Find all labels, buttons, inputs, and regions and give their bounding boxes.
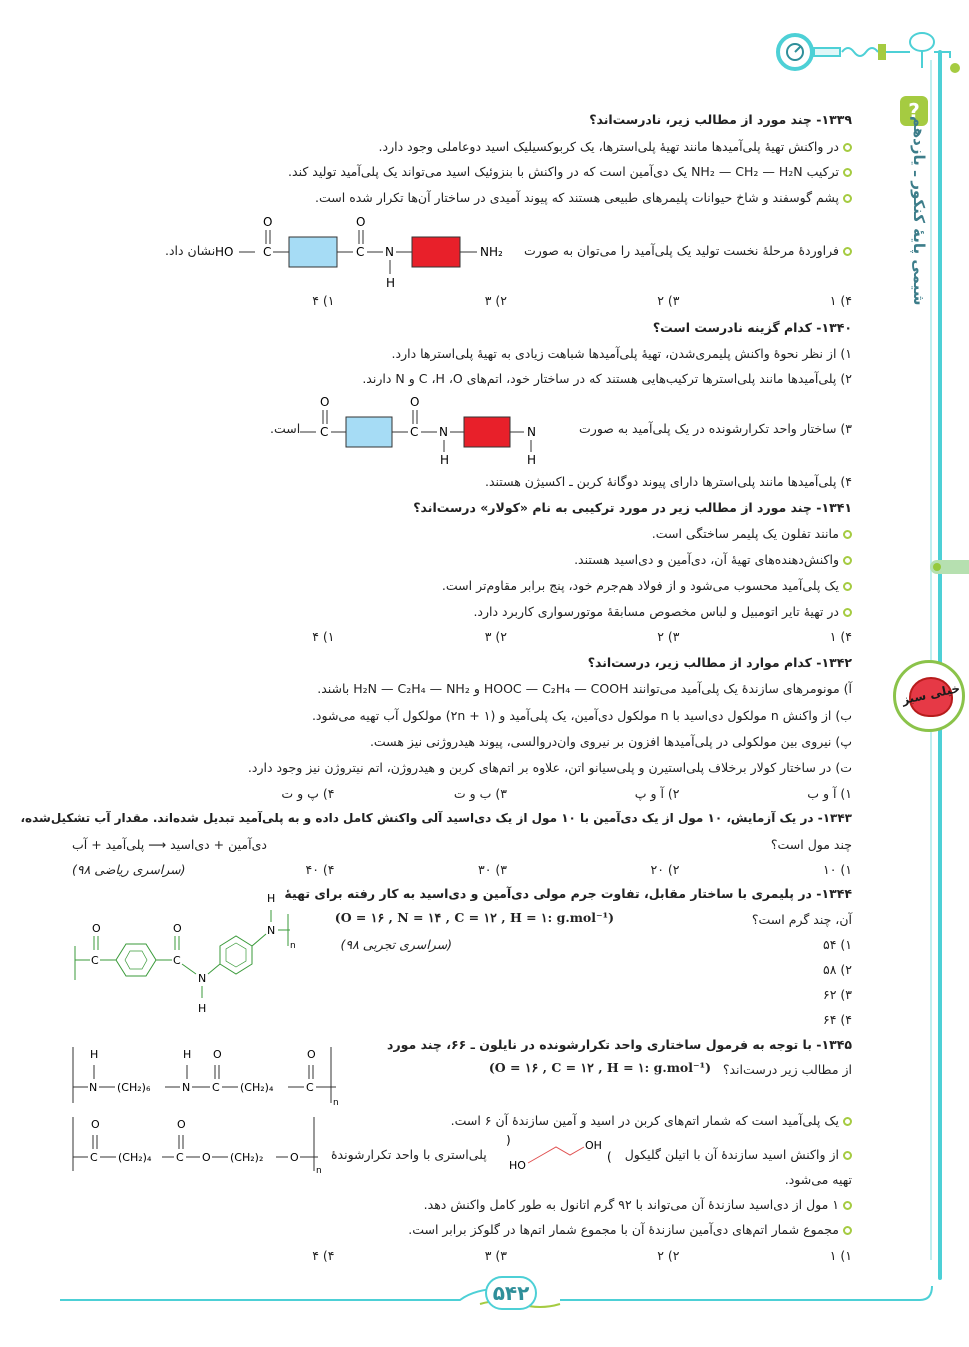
- bullet-icon: [843, 582, 852, 591]
- chem-n-label: N: [198, 972, 207, 985]
- q1339-title: ۱۳۳۹- چند مورد از مطالب زیر، نادرست‌اند؟: [589, 112, 852, 127]
- chem-n-label: N: [89, 1081, 98, 1094]
- q1341-item-2: [574, 552, 852, 567]
- q1345-options: [162, 1248, 852, 1263]
- q1344-option-1[interactable]: ۱) ۵۴: [822, 937, 852, 952]
- q1340-option-1[interactable]: ۱) از نظر نحوهٔ واکنش پلیمری‌شدن، تهیهٔ پلی‌آمیدها شباهت زیادی به تهیهٔ پلی‌استرها دارد.: [391, 346, 852, 361]
- q1342-option-3[interactable]: ۳) ب و ت: [453, 786, 507, 801]
- q1339-item-4: [524, 243, 852, 258]
- q1345-item-2-text: از واکنش اسید سازندهٔ آن با اتیلن گلیکول: [624, 1147, 839, 1162]
- q1342-item-p: پ) نیروی بین مولکولی در پلی‌آمیدها افزون بر نیروی وان‌دروالسی، پیوند هیدروژنی نیز هست.: [369, 734, 852, 749]
- chem-c-label: C: [356, 245, 365, 259]
- q1344-source: (سراسری تجربی ۹۸): [340, 937, 452, 952]
- q1339-option-4[interactable]: ۱) ۴: [312, 293, 335, 308]
- chem-c-label: C: [90, 1151, 98, 1164]
- chem-c-label: C: [176, 1151, 184, 1164]
- chem-n-subscript: n: [290, 941, 296, 951]
- q1344-title: ۱۳۴۴- در پلیمری با ساختار مقابل، تفاوت جرم مولی دی‌آمین و دی‌اسید به کار رفته برای تهیهٔ: [284, 886, 852, 901]
- q1345-item-1: [451, 1113, 852, 1128]
- chem-h-label: H: [386, 276, 396, 290]
- q1341-option-2[interactable]: ۳) ۲: [657, 629, 680, 644]
- chem-h-label: H: [198, 1002, 207, 1015]
- chem-n-label: N: [439, 425, 448, 439]
- q1340-option-4[interactable]: ۴) پلی‌آمیدها مانند پلی‌استرها دارای پیوند دوگانهٔ کربن ـ اکسیژن هستند.: [484, 474, 852, 489]
- q1341-item-2-text: واکنش‌دهنده‌های تهیهٔ آن، دی‌آمین و دی‌اسید هستند.: [574, 552, 839, 567]
- chem-c-label: C: [320, 425, 329, 439]
- ethylene-glycol-structure: [506, 1135, 614, 1173]
- q1342-option-4[interactable]: ۴) پ و ت: [281, 786, 335, 801]
- q1340-option-3-end: است.: [270, 421, 301, 436]
- bullet-icon: [843, 168, 852, 177]
- bullet-icon: [843, 530, 852, 539]
- q1341-item-3-text: یک پلی‌آمید محسوب می‌شود و از فولاد هم‌جرم خود، پنج برابر مقاوم‌تر است.: [441, 578, 839, 593]
- chem-n-subscript: n: [316, 1166, 322, 1175]
- q1339-item-4-end: نشان داد.: [165, 243, 216, 258]
- chem-o-label: O: [202, 1151, 211, 1164]
- bullet-icon: [843, 556, 852, 565]
- q1342-item-t: ت) در ساختار کولار برخلاف پلی‌استیرن و پلی‌سیانو اتن، علاوه بر اتم‌های کربن و هیدروژن، اتم نیتروژن نیز وجود دارد.: [247, 760, 852, 775]
- q1345-title: ۱۳۴۵- با توجه به فرمول ساختاری واحد تکرارشونده در نایلون ـ ۶۶، چند مورد: [387, 1037, 852, 1052]
- q1345-option-2[interactable]: ۲) ۲: [657, 1248, 680, 1263]
- chem-ch2-4-label: (CH₂)₄: [118, 1151, 152, 1164]
- chem-ho-label: HO: [215, 245, 234, 259]
- q1344-option-3[interactable]: ۳) ۶۲: [822, 987, 852, 1002]
- chem-c-label: C: [91, 954, 99, 967]
- q1345-item-4-text: مجموع شمار اتم‌های دی‌آمین سازندهٔ آن با مجموع شمار اتم‌ها در گلوکز برابر است.: [408, 1222, 839, 1237]
- chem-ch2-4-label: (CH₂)₄: [240, 1081, 274, 1094]
- bullet-icon: [843, 247, 852, 256]
- q1341-item-4: [473, 604, 852, 619]
- bullet-icon: [843, 1226, 852, 1235]
- diacid-block: [289, 237, 337, 267]
- q1341-item-4-text: در تهیهٔ تایر اتومبیل و لباس مخصوص مسابقهٔ موتورسواری کاربرد دارد.: [473, 604, 839, 619]
- chem-paren-label: ): [506, 1135, 511, 1147]
- q1345-item-1-text: یک پلی‌آمید است که شمار اتم‌های کربن در اسید و آمین سازندهٔ آن ۶ است.: [450, 1113, 839, 1128]
- q1341-option-1[interactable]: ۴) ۱: [829, 629, 852, 644]
- bullet-icon: [843, 608, 852, 617]
- chem-n-subscript: n: [333, 1098, 339, 1108]
- q1339-option-3[interactable]: ۲) ۳: [484, 293, 507, 308]
- q1340-option-3[interactable]: ۳) ساختار واحد تکرارشونده در یک پلی‌آمید به صورت: [579, 421, 852, 436]
- q1344-option-4[interactable]: ۴) ۶۴: [822, 1012, 852, 1027]
- q1345-item-2-polyester: پلی‌استری با واحد تکرارشوندهٔ: [331, 1147, 487, 1162]
- q1342-item-a: آ) مونومرهای سازندهٔ یک پلی‌آمید می‌توانند HOOC — C₂H₄ — COOH و H₂N — C₂H₄ — NH₂ باشند.: [317, 681, 852, 696]
- chem-h-label: H: [267, 892, 276, 905]
- bullet-icon: [843, 1117, 852, 1126]
- q1342-item-b: ب) از واکنش n مولکول دی‌اسید با n مولکول دی‌آمین، یک پلی‌آمید و (۲n + ۱) مولکول آب تهیه می‌شود.: [311, 708, 852, 723]
- q1343-option-2[interactable]: ۲) ۲۰: [650, 862, 680, 877]
- chem-ch2-2-label: (CH₂)₂: [230, 1151, 264, 1164]
- q1345-item-2: [625, 1147, 852, 1162]
- chem-c-label: C: [410, 425, 419, 439]
- chem-h-label: H: [183, 1048, 192, 1061]
- q1339-item-1-text: در واکنش تهیهٔ پلی‌آمیدها مانند تهیهٔ پلی‌استرها، یک کربوکسیلیک اسید دوعاملی وجود دارد.: [378, 139, 839, 154]
- bullet-icon: [843, 143, 852, 152]
- chem-o-label: O: [173, 922, 182, 935]
- question-badge-icon: ?: [900, 96, 928, 126]
- q1339-item-2: [288, 164, 852, 179]
- q1345-masses: (O = ۱۶ , C = ۱۲ , H = ۱: g.mol⁻¹): [488, 1060, 711, 1075]
- q1344-option-2[interactable]: ۲) ۵۸: [822, 962, 852, 977]
- q1343-option-3[interactable]: ۳) ۳۰: [477, 862, 507, 877]
- chem-ho-label: HO: [509, 1159, 526, 1172]
- diamine-block: [464, 417, 510, 447]
- q1339-dimer-structure: [215, 212, 515, 292]
- q1339-item-1: [379, 139, 852, 154]
- q1340-repeat-unit-structure: [300, 392, 545, 470]
- kevlar-structure: [70, 890, 300, 1018]
- q1339-item-2-text: ترکیب NH₂ — CH₂ — H₂N یک دی‌آمین است که در واکنش با بنزوئیک اسید می‌تواند یک پلی‌آمید تولید کند.: [288, 164, 839, 179]
- chem-o-label: O: [263, 215, 273, 229]
- q1345-item-2-cont: تهیه می‌شود.: [784, 1172, 852, 1187]
- chem-paren-label: (: [607, 1150, 612, 1164]
- lab-equipment-decoration: [770, 28, 969, 78]
- q1341-item-1: [652, 526, 852, 541]
- chem-o-label: O: [290, 1151, 299, 1164]
- chem-o-label: O: [177, 1118, 186, 1131]
- q1341-item-1-text: مانند تفلون یک پلیمر ساختگی است.: [651, 526, 839, 541]
- q1341-options: [162, 629, 852, 644]
- chem-oh-label: OH: [585, 1139, 602, 1152]
- q1343-option-1[interactable]: ۱) ۱۰: [822, 862, 852, 877]
- q1345-line2: از مطالب زیر درست‌اند؟: [722, 1062, 852, 1077]
- q1344-masses: (O = ۱۶ , N = ۱۴ , C = ۱۲ , H = ۱: g.mol⁻¹): [334, 910, 614, 925]
- diacid-block: [346, 417, 392, 447]
- q1340-title: ۱۳۴۰- کدام گزینه نادرست است؟: [652, 320, 852, 335]
- q1343-title: ۱۳۴۳- در یک آزمایش، ۱۰ مول از یک دی‌آمین با ۱۰ مول از یک دی‌اسید آلی واکنش کامل داده و به پلی‌آمید تبدیل شده‌اند. مقدار آب تشکیل‌شده،: [20, 811, 852, 825]
- chem-n-label: N: [527, 425, 536, 439]
- bullet-icon: [843, 1201, 852, 1210]
- q1341-option-3[interactable]: ۲) ۳: [484, 629, 507, 644]
- chem-o-label: O: [213, 1048, 222, 1061]
- q1345-option-3[interactable]: ۳) ۳: [484, 1248, 507, 1263]
- q1339-item-4-text: فراوردهٔ مرحلهٔ نخست تولید یک پلی‌آمید را می‌توان به صورت: [524, 243, 839, 258]
- bullet-icon: [843, 1151, 852, 1160]
- chem-n-label: N: [182, 1081, 191, 1094]
- q1342-options: [162, 786, 852, 801]
- q1345-item-3-text: ۱ مول از دی‌اسید سازندهٔ آن می‌تواند با ۹۲ گرم اتانول به طور کامل واکنش دهد.: [423, 1197, 839, 1212]
- chem-c-label: C: [212, 1081, 220, 1094]
- q1343-equation: دی‌آمین + دی‌اسید ⟶ پلی‌آمید + آب: [72, 837, 267, 852]
- q1345-item-3: [424, 1197, 852, 1212]
- chem-o-label: O: [91, 1118, 100, 1131]
- q1343-source: (سراسری ریاضی ۹۸): [72, 862, 186, 877]
- q1339-item-3-text: پشم گوسفند و شاخ حیوانات پلیمرهای طبیعی هستند که پیوند آمیدی در ساختار آن‌ها تکرار شده است.: [315, 190, 839, 205]
- q1339-item-3: [315, 190, 852, 205]
- q1339-option-2[interactable]: ۳) ۲: [657, 293, 680, 308]
- q1339-option-1[interactable]: ۴) ۱: [829, 293, 852, 308]
- nylon66-structure: [70, 1043, 345, 1108]
- chem-c-label: C: [306, 1081, 314, 1094]
- chem-n-label: N: [267, 924, 276, 937]
- chem-c-label: C: [173, 954, 181, 967]
- chem-c-label: C: [263, 245, 272, 259]
- chem-ch2-6-label: (CH₂)₆: [117, 1081, 151, 1094]
- q1342-option-1[interactable]: ۱) آ و ب: [807, 786, 852, 801]
- q1342-title: ۱۳۴۲- کدام موارد از مطالب زیر، درست‌اند؟: [587, 655, 852, 670]
- chem-h-label: H: [440, 453, 450, 467]
- chem-o-label: O: [410, 395, 420, 409]
- q1340-option-2[interactable]: ۲) پلی‌آمیدها مانند پلی‌استرها ترکیب‌هایی هستند که در ساختار خود، اتم‌های C ،H ،O و N دارند.: [362, 371, 852, 386]
- chem-nh2-label: NH₂: [480, 245, 503, 259]
- q1342-option-2[interactable]: ۲) آ و پ: [634, 786, 680, 801]
- page-number: ۵۴۲: [485, 1276, 537, 1310]
- chem-h-label: H: [527, 453, 537, 467]
- bullet-icon: [843, 194, 852, 203]
- q1345-item-4: [408, 1222, 852, 1237]
- chem-o-label: O: [320, 395, 330, 409]
- q1345-option-4[interactable]: ۴) ۴: [312, 1248, 335, 1263]
- chem-o-label: O: [92, 922, 101, 935]
- side-marker-dot: [933, 563, 941, 571]
- q1341-option-4[interactable]: ۱) ۴: [312, 629, 335, 644]
- q1343-line2: چند مول است؟: [770, 837, 852, 852]
- q1341-item-3: [442, 578, 852, 593]
- chem-h-label: H: [90, 1048, 99, 1061]
- diamine-block: [412, 237, 460, 267]
- chem-o-label: O: [307, 1048, 316, 1061]
- chem-o-label: O: [356, 215, 366, 229]
- chem-n-label: N: [385, 245, 394, 259]
- q1344-line2: آن، چند گرم است؟: [751, 912, 852, 927]
- side-title: شیمی پایهٔ کنکور ـ یازدهم: [910, 115, 928, 305]
- q1341-title: ۱۳۴۱- چند مورد از مطالب زیر در مورد ترکیبی به نام «کولار» درست‌اند؟: [413, 500, 852, 515]
- brand-logo: [893, 660, 965, 732]
- polyester-repeat-unit-structure: [70, 1113, 325, 1175]
- q1343-options: [162, 862, 852, 877]
- q1343-option-4[interactable]: ۴) ۴۰: [305, 862, 335, 877]
- brand-logo-text: خیلی سبز: [900, 681, 962, 707]
- q1345-option-1[interactable]: ۱) ۱: [829, 1248, 852, 1263]
- q1339-options: [162, 293, 852, 308]
